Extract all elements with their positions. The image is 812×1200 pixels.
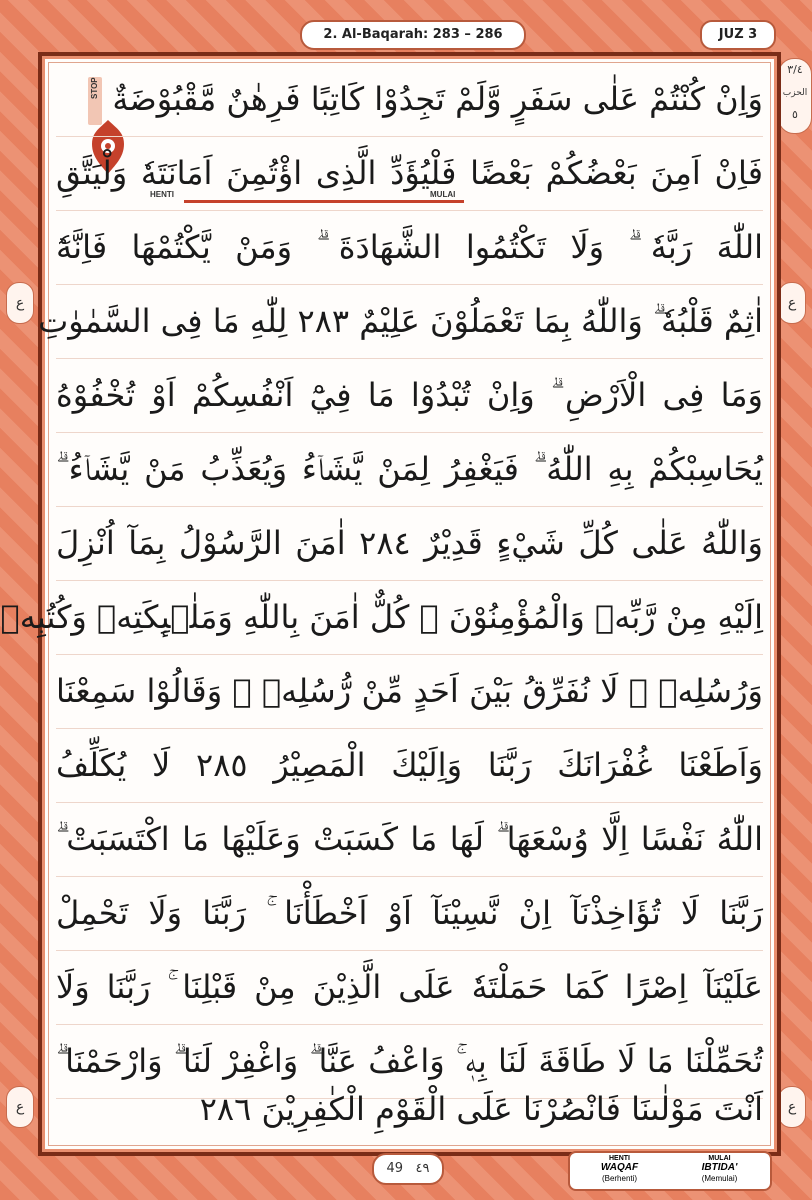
quran-line-10: وَاَطَعْنَا غُفْرَانَكَ رَبَّنَا وَاِلَيْكَ الْمَصِيْرُ ٢٨٥ لَا يُكَلِّفُ	[56, 746, 764, 784]
henti-label: HENTI	[150, 190, 174, 199]
ain-marker-right-bottom: ع	[778, 1086, 806, 1128]
henti-mulai-bar	[184, 200, 464, 203]
page-number	[372, 1153, 444, 1185]
ain-marker-left-top: ع	[6, 282, 34, 324]
legend-ibtida: MULAI IBTIDA' (Memulai)	[701, 1155, 738, 1183]
ain-marker-left-bottom: ع	[6, 1086, 34, 1128]
rubu-marker	[778, 58, 812, 134]
quran-line-11: اللّٰهُ نَفْسًا اِلَّا وُسْعَهَا ۗ لَهَا مَا كَسَبَتْ وَعَلَيْهَا مَا اكْتَسَبَتْ ۗ	[56, 820, 764, 858]
mulai-label: MULAI	[430, 190, 456, 199]
juz-badge: JUZ 3	[700, 20, 776, 50]
quran-line-3: اللّٰهَ رَبَّهٗ ۗ وَلَا تَكْتُمُوا الشَّهَادَةَ ۗ وَمَنْ يَّكْتُمْهَا فَاِنَّهٗٓ	[56, 228, 763, 266]
stop-mark: STOP	[88, 77, 102, 125]
quran-line-12: رَبَّنَا لَا تُؤَاخِذْنَآ اِنْ نَّسِيْنَآ اَوْ اَخْطَأْنَا ۚ رَبَّنَا وَلَا تَحْمِلْ	[56, 894, 763, 932]
rubu-fraction: ٣/٤	[787, 63, 803, 76]
rubu-number: ٥	[792, 108, 798, 121]
quran-line-15: اَنْتَ مَوْلٰىنَا فَانْصُرْنَا عَلَى الْقَوْمِ الْكٰفِرِيْنَ ٢٨٦	[199, 1090, 763, 1128]
quran-line-1: وَاِنْ كُنْتُمْ عَلٰى سَفَرٍ وَّلَمْ تَجِدُوْا كَاتِبًا فَرِهٰنٌ مَّقْبُوْضَةٌ STOP	[102, 62, 763, 136]
page-number-latin: 49	[386, 1161, 404, 1176]
quran-line-5: وَمَا فِى الْاَرْضِ ۗ وَاِنْ تُبْدُوْا مَا فِيْٓ اَنْفُسِكُمْ اَوْ تُخْفُوْهُ	[56, 376, 763, 414]
quran-line-4: اٰثِمٌ قَلْبُهٗ ۗ وَاللّٰهُ بِمَا تَعْمَلُوْنَ عَلِيْمٌ ٢٨٣ لِلّٰهِ مَا فِى السَّمٰوٰتِ	[38, 302, 763, 340]
surah-header: 2. Al-Baqarah: 283 – 286	[300, 20, 526, 50]
waqaf-ibtida-legend	[568, 1151, 772, 1191]
quran-line-8: اِلَيْهِ مِنْ رَّبِّهٖ وَالْمُؤْمِنُوْنَ ۗ كُلٌّ اٰمَنَ بِاللّٰهِ وَمَلٰۤىِٕكَتِهٖ وَكُتُبِهٖ	[0, 598, 763, 636]
legend-waqaf: HENTI WAQAF (Berhenti)	[600, 1155, 639, 1183]
quran-line-13: عَلَيْنَآ اِصْرًا كَمَا حَمَلْتَهٗ عَلَى الَّذِيْنَ مِنْ قَبْلِنَا ۚ رَبَّنَا وَلَا	[56, 968, 763, 1006]
ain-marker-right-top: ع	[778, 282, 806, 324]
text-frame	[0, 52, 781, 1156]
quran-line-7: وَاللّٰهُ عَلٰى كُلِّ شَيْءٍ قَدِيْرٌ ٢٨٤ اٰمَنَ الرَّسُوْلُ بِمَآ اُنْزِلَ	[56, 524, 764, 562]
quran-line-14: تُحَمِّلْنَا مَا لَا طَاقَةَ لَنَا بِهٖ ۚ وَاعْفُ عَنَّا ۗ وَاغْفِرْ لَنَا ۗ وَارْحَمْنَا ۗ	[56, 1042, 763, 1080]
page-number-arabic: ٤٩	[415, 1161, 430, 1176]
rubu-hizb: الحزب	[782, 88, 808, 98]
quran-line-2: فَاِنْ اَمِنَ بَعْضُكُمْ بَعْضًا فَلْيُؤَدِّ الَّذِى اؤْتُمِنَ اَمَانَتَهٗ وَلْيَتَّقِ	[56, 154, 763, 192]
quran-line-9: وَرُسُلِهٖ ۗ لَا نُفَرِّقُ بَيْنَ اَحَدٍ مِّنْ رُّسُلِهٖ ۗ وَقَالُوْا سَمِعْنَا	[56, 672, 763, 710]
quran-line-6: يُحَاسِبْكُمْ بِهِ اللّٰهُ ۗ فَيَغْفِرُ لِمَنْ يَّشَاۤءُ وَيُعَذِّبُ مَنْ يَّشَاۤءُ ۗ	[56, 450, 763, 488]
